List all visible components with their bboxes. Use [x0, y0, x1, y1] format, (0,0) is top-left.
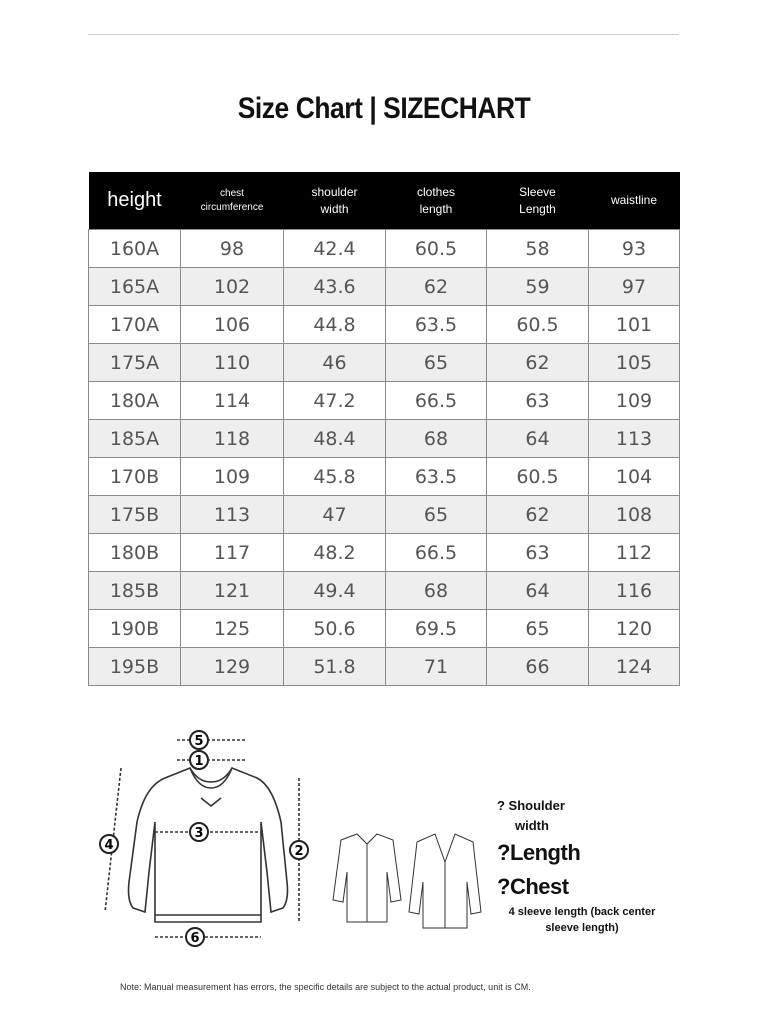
- table-cell: 65: [386, 496, 487, 534]
- table-cell: 180B: [89, 534, 181, 572]
- table-row: [89, 382, 680, 420]
- table-cell: 190B: [89, 610, 181, 648]
- marker-1: 1: [194, 754, 204, 769]
- table-cell: 175B: [89, 496, 181, 534]
- table-cell: 60.5: [386, 230, 487, 268]
- table-cell: 180A: [89, 382, 181, 420]
- measurement-note: Note: Manual measurement has errors, the specific details are subject to the actual product, unit is CM.: [120, 982, 531, 992]
- table-row: [89, 610, 680, 648]
- table-header-row: [89, 172, 680, 230]
- table-row: [89, 268, 680, 306]
- table-cell: 110: [181, 344, 284, 382]
- table-row: [89, 496, 680, 534]
- table-cell: 47.2: [284, 382, 386, 420]
- legend-shoulder: ? Shoulder: [497, 798, 565, 813]
- table-cell: 175A: [89, 344, 181, 382]
- table-cell: 104: [589, 458, 680, 496]
- table-cell: 46: [284, 344, 386, 382]
- table-cell: 185B: [89, 572, 181, 610]
- table-cell: 120: [589, 610, 680, 648]
- table-row: [89, 230, 680, 268]
- header-shoulder: shoulder width: [284, 172, 386, 230]
- table-row: [89, 534, 680, 572]
- table-cell: 124: [589, 648, 680, 686]
- garment-measurement-diagram: [95, 722, 485, 952]
- table-cell: 101: [589, 306, 680, 344]
- table-cell: 50.6: [284, 610, 386, 648]
- table-cell: 98: [181, 230, 284, 268]
- table-cell: 63.5: [386, 458, 487, 496]
- table-cell: 60.5: [487, 306, 589, 344]
- table-cell: 66.5: [386, 382, 487, 420]
- table-cell: 64: [487, 420, 589, 458]
- table-cell: 60.5: [487, 458, 589, 496]
- sweater-outline: [129, 768, 288, 922]
- table-cell: 102: [181, 268, 284, 306]
- page-title: Size Chart | SIZECHART: [237, 92, 531, 125]
- table-row: [89, 458, 680, 496]
- table-cell: 63: [487, 382, 589, 420]
- measurement-legend: [497, 796, 677, 936]
- table-row: [89, 344, 680, 382]
- table-cell: 43.6: [284, 268, 386, 306]
- legend-shoulder-width: width: [515, 818, 549, 833]
- table-cell: 59: [487, 268, 589, 306]
- table-cell: 48.2: [284, 534, 386, 572]
- table-cell: 44.8: [284, 306, 386, 344]
- table-cell: 125: [181, 610, 284, 648]
- table-row: [89, 572, 680, 610]
- table-body: [89, 230, 680, 686]
- legend-length: ?Length: [497, 840, 581, 865]
- sweater-neckline: [190, 768, 232, 788]
- table-cell: 121: [181, 572, 284, 610]
- table-row: [89, 306, 680, 344]
- table-cell: 165A: [89, 268, 181, 306]
- table-cell: 129: [181, 648, 284, 686]
- table-row: [89, 648, 680, 686]
- table-cell: 117: [181, 534, 284, 572]
- marker-6: 6: [190, 931, 200, 946]
- legend-chest: ?Chest: [497, 874, 569, 899]
- top-divider: [88, 34, 679, 35]
- table-cell: 64: [487, 572, 589, 610]
- table-cell: 62: [487, 496, 589, 534]
- table-cell: 106: [181, 306, 284, 344]
- table-cell: 49.4: [284, 572, 386, 610]
- legend-sleeve-length: 4 sleeve length (back center sleeve length): [508, 906, 656, 934]
- table-cell: 108: [589, 496, 680, 534]
- table-cell: 93: [589, 230, 680, 268]
- table-cell: 118: [181, 420, 284, 458]
- table-cell: 160A: [89, 230, 181, 268]
- table-cell: 170B: [89, 458, 181, 496]
- marker-3: 3: [194, 826, 204, 841]
- table-cell: 66: [487, 648, 589, 686]
- table-cell: 116: [589, 572, 680, 610]
- marker-4: 4: [104, 838, 114, 853]
- header-height: height: [89, 172, 181, 230]
- marker-2: 2: [294, 844, 304, 859]
- header-sleeve-length: Sleeve Length: [487, 172, 589, 230]
- table-cell: 62: [487, 344, 589, 382]
- size-chart-table: [88, 172, 680, 686]
- table-cell: 68: [386, 420, 487, 458]
- table-cell: 105: [589, 344, 680, 382]
- sweater-neck-v: [201, 798, 221, 806]
- header-chest: chest circumference: [181, 172, 284, 230]
- table-cell: 68: [386, 572, 487, 610]
- table-cell: 66.5: [386, 534, 487, 572]
- table-cell: 45.8: [284, 458, 386, 496]
- table-cell: 195B: [89, 648, 181, 686]
- marker-5: 5: [194, 734, 204, 749]
- table-cell: 97: [589, 268, 680, 306]
- table-cell: 113: [589, 420, 680, 458]
- table-cell: 69.5: [386, 610, 487, 648]
- table-cell: 42.4: [284, 230, 386, 268]
- table-cell: 185A: [89, 420, 181, 458]
- table-cell: 58: [487, 230, 589, 268]
- table-cell: 62: [386, 268, 487, 306]
- table-cell: 112: [589, 534, 680, 572]
- table-cell: 109: [181, 458, 284, 496]
- table-row: [89, 420, 680, 458]
- table-cell: 109: [589, 382, 680, 420]
- table-cell: 113: [181, 496, 284, 534]
- table-cell: 47: [284, 496, 386, 534]
- table-cell: 48.4: [284, 420, 386, 458]
- table-cell: 65: [487, 610, 589, 648]
- header-clothes-length: clothes length: [386, 172, 487, 230]
- table-cell: 65: [386, 344, 487, 382]
- table-cell: 51.8: [284, 648, 386, 686]
- table-cell: 114: [181, 382, 284, 420]
- header-waistline: waistline: [589, 172, 680, 230]
- table-cell: 63.5: [386, 306, 487, 344]
- table-cell: 71: [386, 648, 487, 686]
- table-cell: 63: [487, 534, 589, 572]
- table-cell: 170A: [89, 306, 181, 344]
